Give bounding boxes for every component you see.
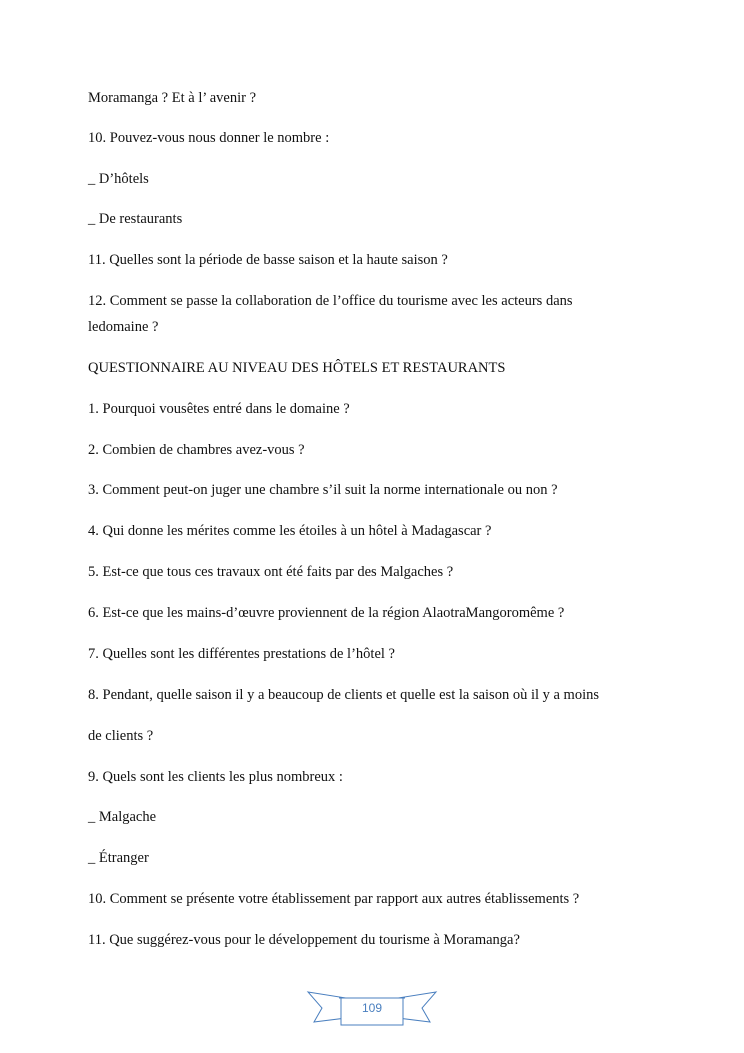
question-12-continuation: ledomaine ? [88,319,159,335]
question-8-continuation: de clients ? [88,728,154,744]
question-11-suggestion: 11. Que suggérez-vous pour le développement du tourisme à Moramanga? [88,932,520,948]
question-1: 1. Pourquoi vousêtes entré dans le domaine ? [88,401,350,417]
question-10-establishment: 10. Comment se présente votre établissement par rapport aux autres établissements ? [88,891,580,907]
question-9: 9. Quels sont les clients les plus nombreux : [88,769,343,785]
list-item-restaurants: _ De restaurants [88,211,183,227]
page-number-banner [306,988,438,1028]
question-4: 4. Qui donne les mérites comme les étoiles à un hôtel à Madagascar ? [88,523,492,539]
list-item-malgache: _ Malgache [88,809,157,825]
list-item-etranger: _ Étranger [88,850,149,866]
question-12-collaboration: 12. Comment se passe la collaboration de l’office du tourisme avec les acteurs dans [88,293,573,309]
question-11-season: 11. Quelles sont la période de basse saison et la haute saison ? [88,252,448,268]
question-8: 8. Pendant, quelle saison il y a beaucoup de clients et quelle est la saison où il y a moins [88,687,600,703]
list-item-hotels: _ D’hôtels [88,171,149,187]
page-number: 109 [361,1001,383,1015]
section-heading: QUESTIONNAIRE AU NIVEAU DES HÔTELS ET RESTAURANTS [88,360,506,376]
question-10-number: 10. Pouvez-vous nous donner le nombre : [88,130,330,146]
question-6: 6. Est-ce que les mains-d’œuvre proviennent de la région AlaotraMangoromême ? [88,605,565,621]
question-2: 2. Combien de chambres avez-vous ? [88,442,305,458]
text-line: Moramanga ? Et à l’ avenir ? [88,90,257,106]
question-3: 3. Comment peut-on juger une chambre s’il suit la norme internationale ou non ? [88,482,558,498]
question-7: 7. Quelles sont les différentes prestations de l’hôtel ? [88,646,395,662]
question-5: 5. Est-ce que tous ces travaux ont été faits par des Malgaches ? [88,564,454,580]
